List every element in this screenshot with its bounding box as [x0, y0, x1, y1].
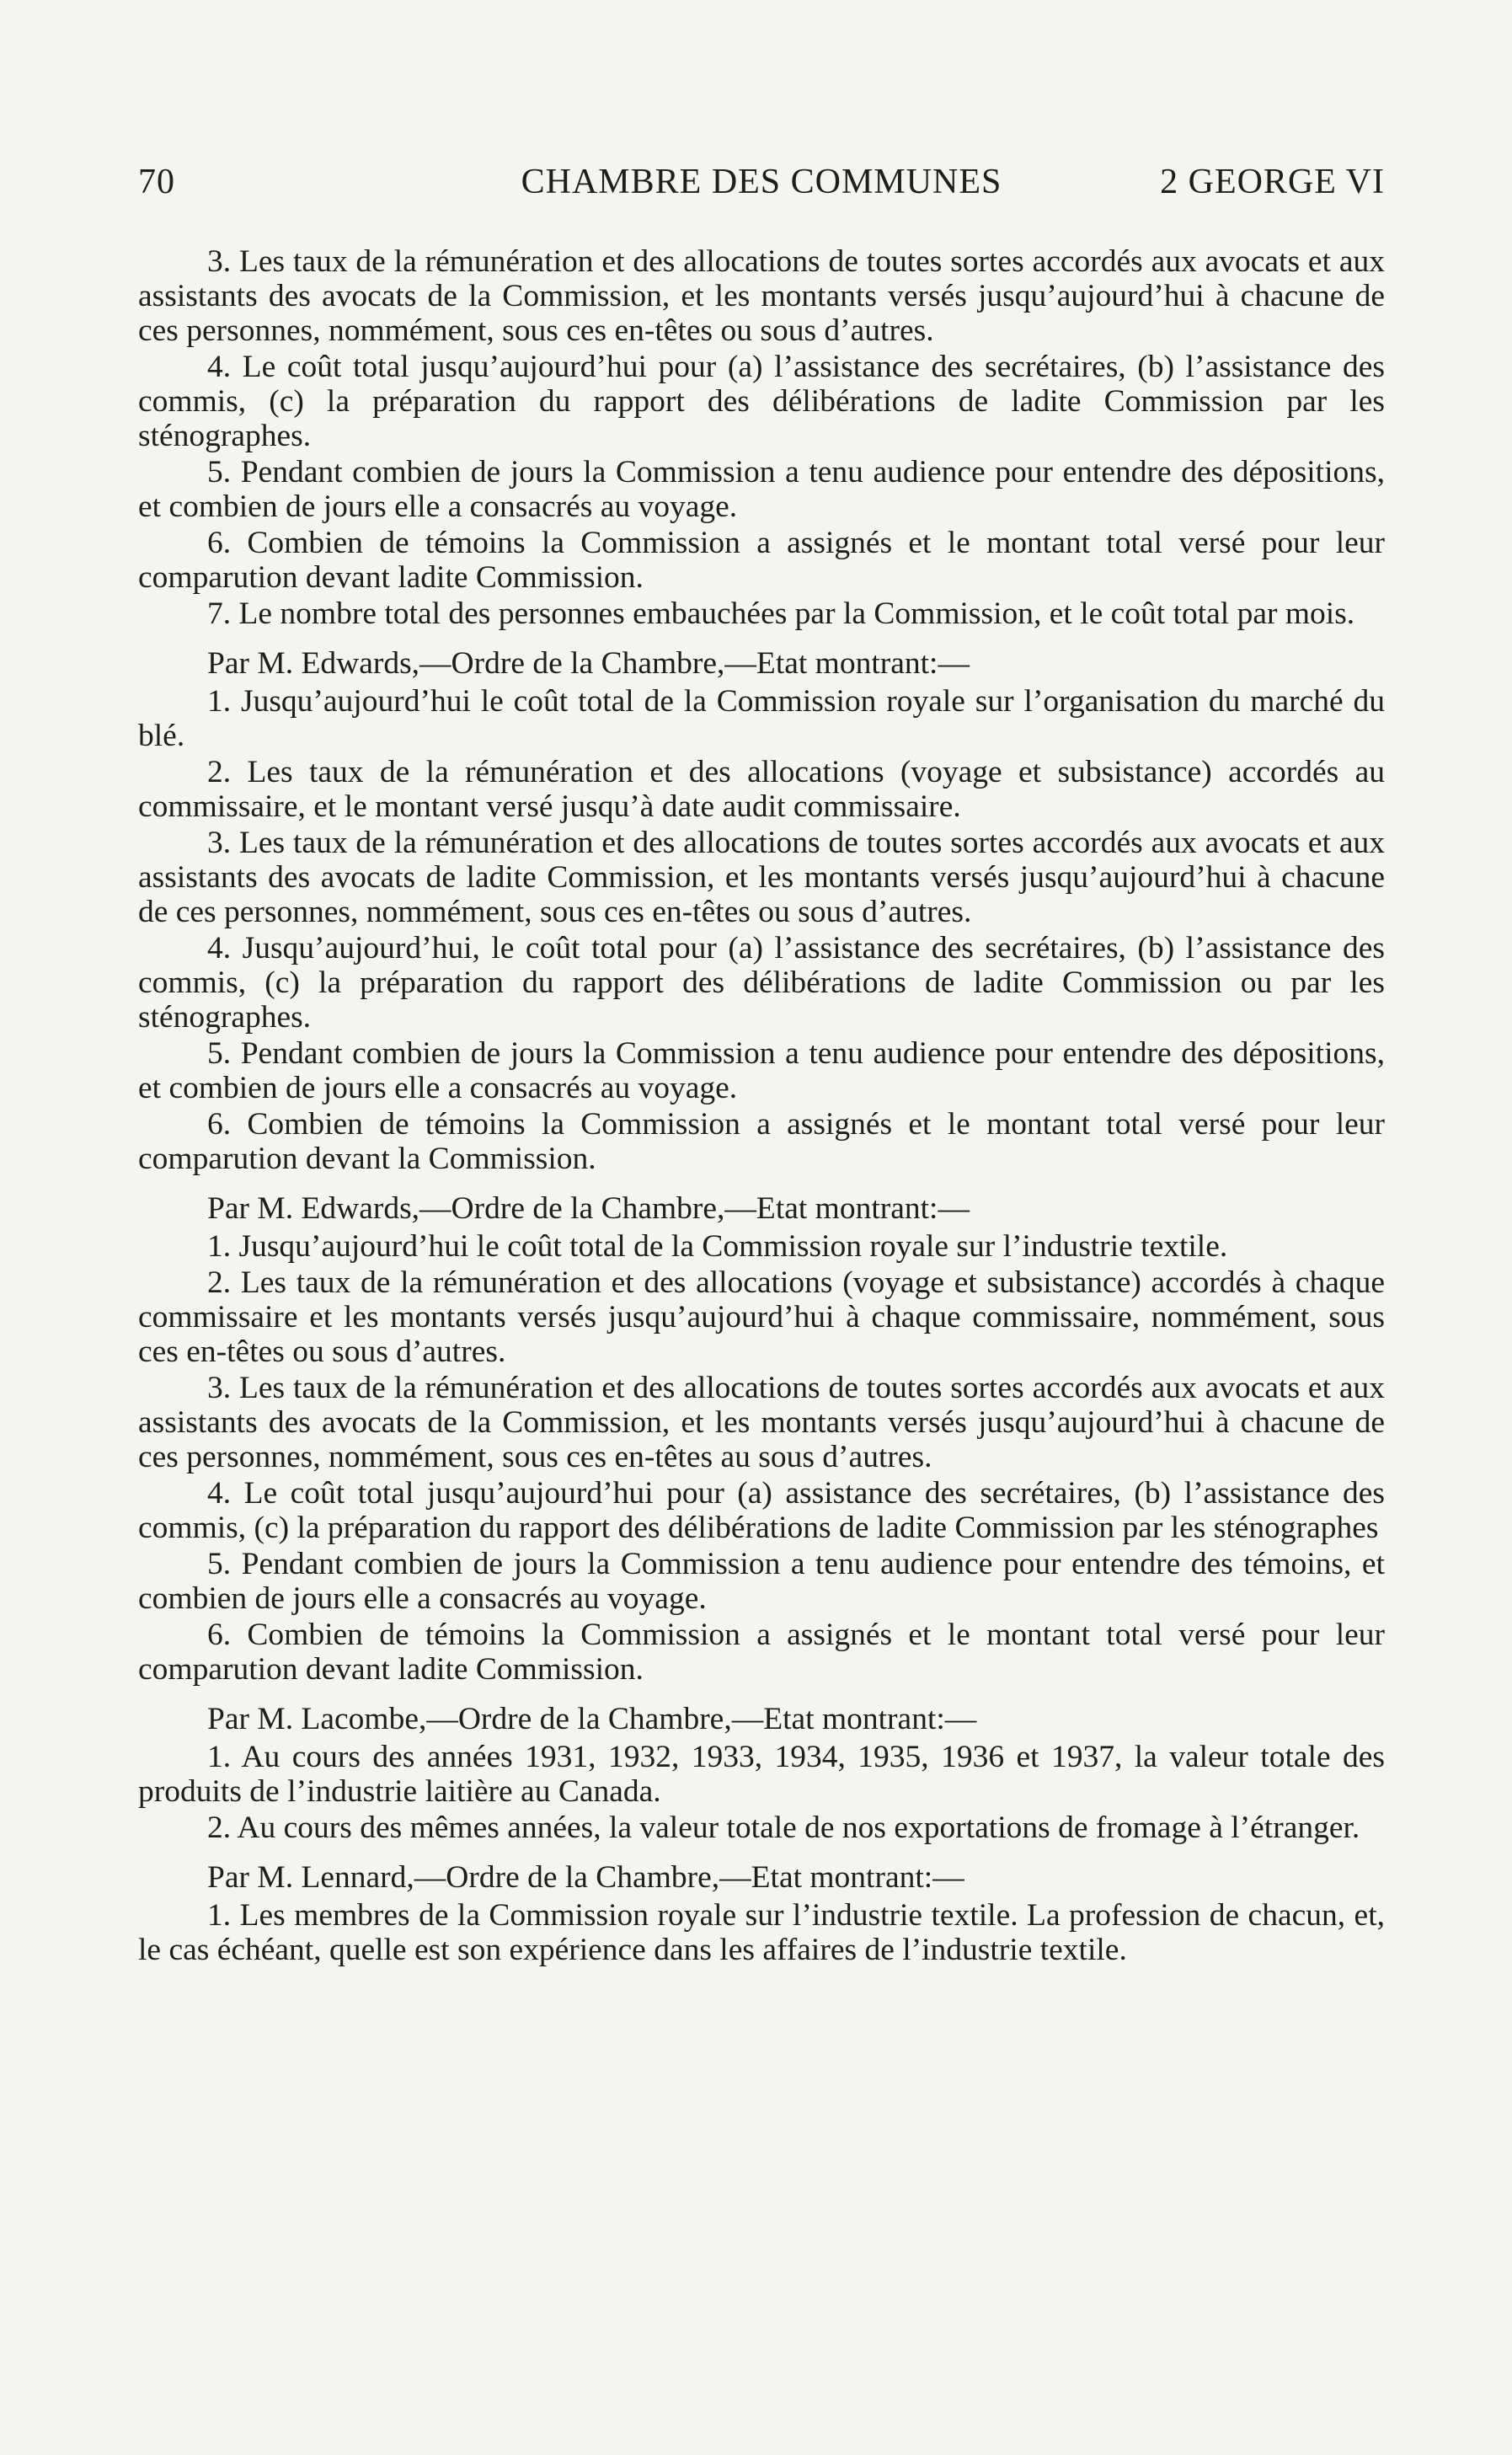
paragraph: 1. Au cours des années 1931, 1932, 1933, 1934, 1935, 1936 et 1937, la valeur totale des produits de l’industrie laitière au Canada.	[138, 1740, 1385, 1809]
order-heading: Par M. Edwards,—Ordre de la Chambre,—Etat montrant:—	[207, 1191, 970, 1226]
order-heading: Par M. Lacombe,—Ordre de la Chambre,—Etat montrant:—	[207, 1702, 977, 1736]
paragraph: 2. Au cours des mêmes années, la valeur totale de nos exportations de fromage à l’étranger.	[207, 1810, 1360, 1845]
paragraph: 6. Combien de témoins la Commission a assignés et le montant total versé pour leur comparution devant la Commission.	[138, 1107, 1385, 1176]
paragraph: 6. Combien de témoins la Commission a assignés et le montant total versé pour leur comparution devant ladite Commission.	[138, 1618, 1385, 1687]
paragraph: 2. Les taux de la rémunération et des allocations (voyage et subsistance) accordés à chaque commissaire et les montants versés jusqu’aujourd’hui à chaque commissaire, nommément, sous ces en-têtes ou sous d’autres.	[138, 1265, 1385, 1369]
paragraph: 7. Le nombre total des personnes embauchées par la Commission, et le coût total par mois.	[207, 596, 1355, 631]
paragraph: 4. Le coût total jusqu’aujourd’hui pour (a) assistance des secrétaires, (b) l’assistance des commis, (c) la préparation du rapport des délibérations de ladite Commission par les sténographes	[138, 1476, 1385, 1545]
body-text	[138, 244, 1385, 1969]
page-title: CHAMBRE DES COMMUNES	[521, 163, 1002, 201]
paragraph: 1. Les membres de la Commission royale sur l’industrie textile. La profession de chacun, et, le cas échéant, quelle est son expérience dans les affaires de l’industrie textile.	[138, 1898, 1385, 1967]
paragraph: 5. Pendant combien de jours la Commission a tenu audience pour entendre des dépositions, et combien de jours elle a consacrés au voyage.	[138, 455, 1385, 524]
order-heading: Par M. Edwards,—Ordre de la Chambre,—Etat montrant:—	[207, 646, 970, 681]
paragraph: 5. Pendant combien de jours la Commission a tenu audience pour entendre des témoins, et combien de jours elle a consacrés au voyage.	[138, 1547, 1385, 1616]
session-reign: 2 GEORGE VI	[1160, 163, 1385, 201]
paragraph: 6. Combien de témoins la Commission a assignés et le montant total versé pour leur comparution devant ladite Commission.	[138, 526, 1385, 595]
paragraph: 3. Les taux de la rémunération et des allocations de toutes sortes accordés aux avocats et aux assistants des avocats de ladite Commission, et les montants versés jusqu’aujourd’hui à chacune de ces personnes, nommément, sous ces en-têtes ou sous d’autres.	[138, 826, 1385, 929]
paragraph: 3. Les taux de la rémunération et des allocations de toutes sortes accordés aux avocats et aux assistants des avocats de la Commission, et les montants versés jusqu’aujourd’hui à chacune de ces personnes, nommément, sous ces en-têtes au sous d’autres.	[138, 1371, 1385, 1474]
page-number: 70	[138, 163, 175, 201]
order-heading: Par M. Lennard,—Ordre de la Chambre,—Etat montrant:—	[207, 1860, 964, 1895]
paragraph: 1. Jusqu’aujourd’hui le coût total de la Commission royale sur l’organisation du marché du blé.	[138, 684, 1385, 753]
paragraph: 5. Pendant combien de jours la Commission a tenu audience pour entendre des dépositions, et combien de jours elle a consacrés au voyage.	[138, 1036, 1385, 1105]
running-header	[138, 162, 1385, 212]
paragraph: 3. Les taux de la rémunération et des allocations de toutes sortes accordés aux avocats et aux assistants des avocats de la Commission, et les montants versés jusqu’aujourd’hui à chacune de ces personnes, nommément, sous ces en-têtes ou sous d’autres.	[138, 244, 1385, 348]
paragraph: 1. Jusqu’aujourd’hui le coût total de la Commission royale sur l’industrie textile.	[207, 1229, 1228, 1264]
paragraph: 4. Jusqu’aujourd’hui, le coût total pour (a) l’assistance des secrétaires, (b) l’assistance des commis, (c) la préparation du rapport des délibérations de ladite Commission ou par les sténographes.	[138, 931, 1385, 1035]
paragraph: 4. Le coût total jusqu’aujourd’hui pour (a) l’assistance des secrétaires, (b) l’assistance des commis, (c) la préparation du rapport des délibérations de ladite Commission par les sténographes.	[138, 350, 1385, 453]
paragraph: 2. Les taux de la rémunération et des allocations (voyage et subsistance) accordés au commissaire, et le montant versé jusqu’à date audit commissaire.	[138, 755, 1385, 824]
